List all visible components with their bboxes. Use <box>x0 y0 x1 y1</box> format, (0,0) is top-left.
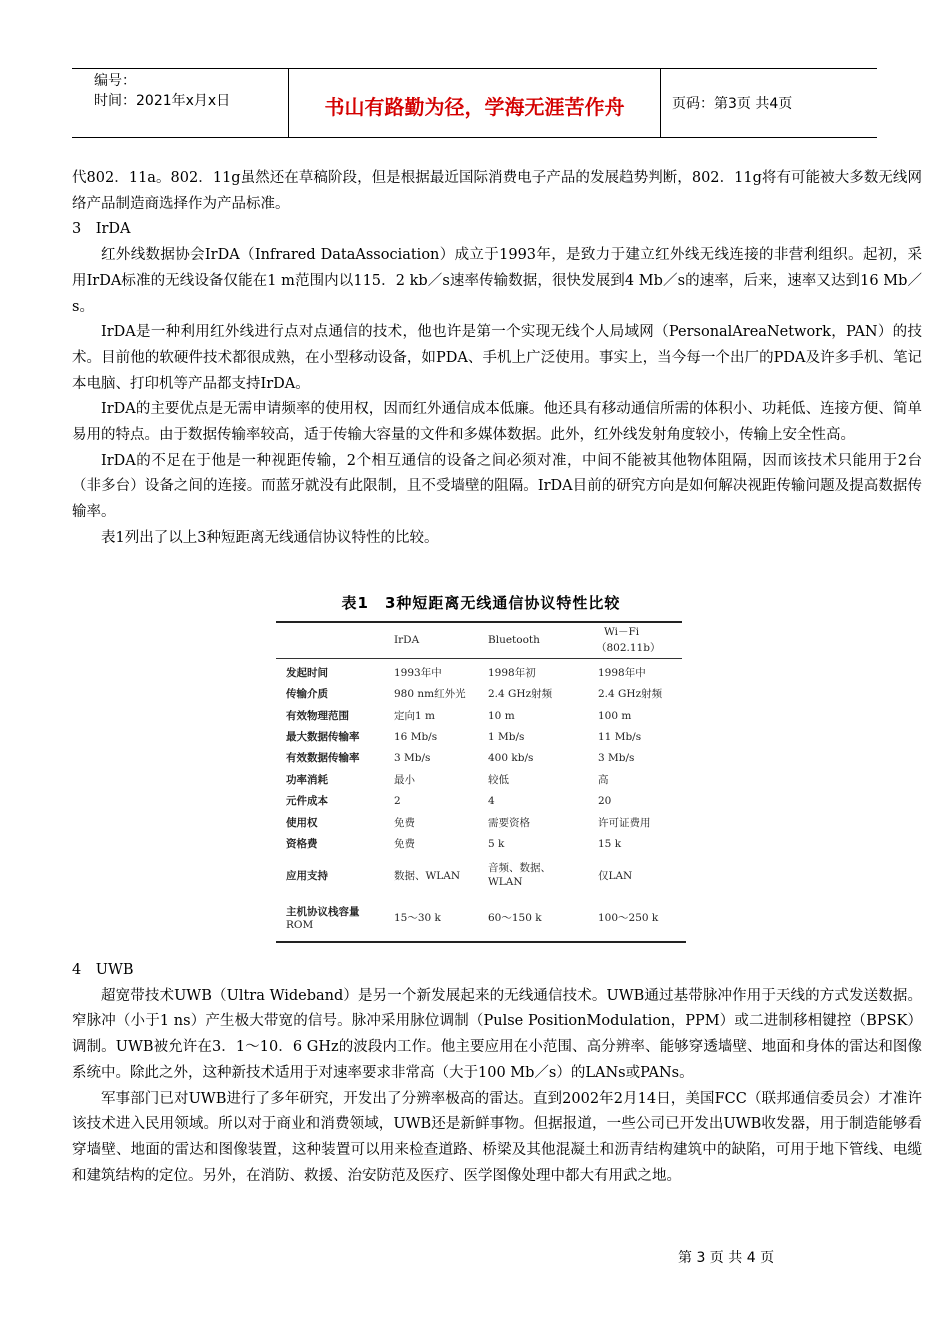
paragraph: IrDA是一种利用红外线进行点对点通信的技术，他也许是第一个实现无线个人局域网（PersonalAreaNetwork，PAN）的技术。目前他的软硬件技术都很成熟，在小型移动设备，如PDA、手机上广泛使用。事实上，当今每一个出厂的PDA及许多手机、笔记本电脑、打印机等产品都支持IrDA。 <box>72 324 922 392</box>
table-cell: WLAN <box>488 876 523 888</box>
table-cell: 2.4 GHz射频 <box>598 688 663 700</box>
body-text-upper <box>72 166 922 552</box>
table-cell: 1993年中 <box>394 667 442 679</box>
table-cell: 最小 <box>394 774 415 786</box>
paragraph: 军事部门已对UWB进行了多年研究，开发出了分辨率极高的雷达。直到2002年2月14日，美国FCC（联邦通信委员会）才准许该技术进入民用领域。所以对于商业和消费领域，UWB还是新鲜事物。但据报道，一些公司已开发出UWB收发器，用于制造能够看穿墙壁、地面的雷达和图像装置，这种装置可以用来检查道路、桥梁及其他混凝土和沥青结构建筑中的缺陷，可用于地下管线、电缆和建筑结构的定位。另外，在消防、救援、治安防范及医疗、医学图像处理中都大有用武之地。 <box>72 1090 922 1184</box>
table-cell: 3 Mb/s <box>394 752 431 764</box>
table-cell: 免费 <box>394 817 415 829</box>
column-header-wifi: Wi－Fi <box>604 626 640 638</box>
table-caption: 表1 3种短距离无线通信协议特性比较 <box>341 594 621 612</box>
table-row-label: 主机协议栈容量 <box>286 906 360 918</box>
header-page-label: 页码：第3页 共4页 <box>672 96 793 112</box>
table-cell: 数据、WLAN <box>394 870 461 882</box>
table-row-label: ROM <box>286 919 314 931</box>
table-cell: 5 k <box>488 838 505 850</box>
table-cell: 100～250 k <box>598 912 659 924</box>
number-label: 编号： <box>94 73 136 89</box>
table-cell: 11 Mb/s <box>598 731 642 743</box>
header-motto: 书山有路勤为径，学海无涯苦作舟 <box>324 95 625 119</box>
table-cell: 15～30 k <box>394 912 441 924</box>
section-heading: 3 IrDA <box>72 221 131 238</box>
table-cell: 3 Mb/s <box>598 752 635 764</box>
table-row-label: 有效数据传输率 <box>286 752 360 764</box>
body-text-lower <box>72 958 922 1189</box>
table-cell: 16 Mb/s <box>394 731 438 743</box>
table-cell: 400 kb/s <box>488 752 534 764</box>
table-header-rule <box>276 658 682 659</box>
column-header-irda: IrDA <box>394 634 420 646</box>
table-cell: 4 <box>488 795 495 807</box>
column-header-wifi-sub: （802.11b） <box>596 642 661 654</box>
table-row-label: 传输介质 <box>286 688 328 700</box>
paragraph: 红外线数据协会IrDA（Infrared DataAssociation）成立于1993年，是致力于建立红外线无线连接的非营利组织。起初，采用IrDA标准的无线设备仅能在1 m范围内以115．2 kb／s速率传输数据，很快发展到4 Mb／s的速率，后来，速率又达到16 Mb／s。 <box>72 247 922 315</box>
header-info <box>94 71 230 111</box>
page-header <box>72 68 877 138</box>
table-cell: 2 <box>394 795 401 807</box>
table-cell: 仅LAN <box>598 870 633 882</box>
table-cell: 音频、数据、 <box>488 862 551 874</box>
table-cell: 2.4 GHz射频 <box>488 688 553 700</box>
paragraph: 超宽带技术UWB（Ultra Wideband）是另一个新发展起来的无线通信技术。UWB通过基带脉冲作用于天线的方式发送数据。窄脉冲（小于1 ns）产生极大带宽的信号。脉冲采用脉位调制（Pulse PositionModulation，PPM）或二进制移相键控（BPSK）调制。UWB被允许在3．1～10．6 GHz的波段内工作。他主要应用在小范围、高分辨率、能够穿透墙壁、地面和身体的雷达和图像系统中。除此之外，这种新技术适用于对速率要求非常高（大于100 Mb／s）的LANs或PANs。 <box>72 987 922 1081</box>
table-row-label: 功率消耗 <box>286 774 328 786</box>
table-cell: 1998年中 <box>598 667 646 679</box>
table-row-label: 发起时间 <box>286 667 328 679</box>
table-cell: 需要资格 <box>488 817 530 829</box>
paragraph: IrDA的不足在于他是一种视距传输，2个相互通信的设备之间必须对准，中间不能被其他物体阻隔，因而该技术只能用于2台（非多台）设备之间的连接。而蓝牙就没有此限制，且不受墙壁的阻隔。IrDA目前的研究方向是如何解决视距传输问题及提高数据传输率。 <box>72 452 922 521</box>
table-top-rule <box>276 621 682 623</box>
table-cell: 10 m <box>488 710 515 722</box>
header-divider <box>660 69 661 137</box>
table-row-label: 最大数据传输率 <box>286 731 360 743</box>
table-cell: 15 k <box>598 838 622 850</box>
table-cell: 高 <box>598 774 609 786</box>
table-cell: 1 Mb/s <box>488 731 525 743</box>
table-cell: 定向1 m <box>394 710 435 722</box>
table-cell: 1998年初 <box>488 667 536 679</box>
table-row-label: 使用权 <box>286 817 318 829</box>
table-bottom-rule <box>276 941 686 943</box>
table-cell: 许可证费用 <box>598 817 651 829</box>
table-cell: 60～150 k <box>488 912 542 924</box>
table-row-label: 有效物理范围 <box>286 710 349 722</box>
comparison-table-figure <box>276 588 686 944</box>
page-footer: 第 3 页 共 4 页 <box>678 1250 775 1266</box>
table-cell: 100 m <box>598 710 632 722</box>
table-cell: 免费 <box>394 838 415 850</box>
paragraph: IrDA的主要优点是无需申请频率的使用权，因而红外通信成本低廉。他还具有移动通信所需的体积小、功耗低、连接方便、简单易用的特点。由于数据传输率较高，适于传输大容量的文件和多媒体数据。此外，红外线发射角度较小，传输上安全性高。 <box>72 401 922 444</box>
paragraph: 代802．11a。802．11g虽然还在草稿阶段，但是根据最近国际消费电子产品的发展趋势判断，802．11g将有可能被大多数无线网络产品制造商选择作为产品标准。 <box>72 170 922 212</box>
table-cell: 980 nm红外光 <box>394 688 466 700</box>
table-row-label: 应用支持 <box>286 870 328 882</box>
column-header-bluetooth: Bluetooth <box>488 634 540 646</box>
paragraph: 表1列出了以上3种短距离无线通信协议特性的比较。 <box>101 529 439 546</box>
table-cell: 20 <box>598 795 612 807</box>
section-heading: 4 UWB <box>72 962 134 978</box>
time-label: 时间：2021年x月x日 <box>94 93 231 109</box>
table-cell: 较低 <box>488 774 509 786</box>
table-row-label: 元件成本 <box>286 795 328 807</box>
table-row-label: 资格费 <box>286 838 318 850</box>
